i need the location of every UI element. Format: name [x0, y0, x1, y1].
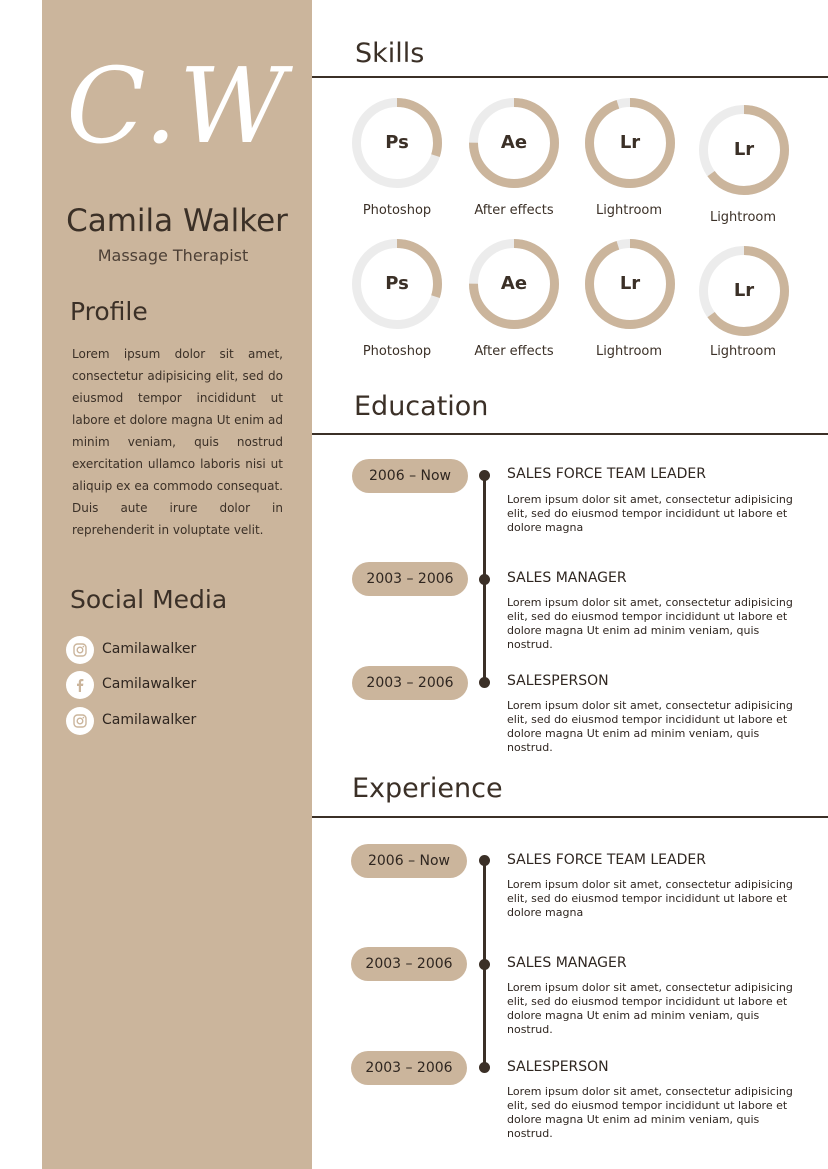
- skill-abbr: Lr: [733, 139, 755, 160]
- entry-description: Lorem ipsum dolor sit amet, consectetur adipisicing elit, sed do eiusmod tempor incididunt ut labore et dolore magna Ut enim ad minim veniam, quis nostrud.: [507, 981, 793, 1036]
- timeline-dot: [479, 1062, 490, 1073]
- skill-label: After effects: [474, 344, 554, 359]
- entry-title: SALES FORCE TEAM LEADER: [507, 466, 706, 482]
- social-item-facebook[interactable]: [66, 671, 296, 699]
- entry-title: SALES MANAGER: [507, 570, 627, 586]
- skill-label: Lightroom: [709, 210, 777, 225]
- skill-ring: [698, 245, 790, 337]
- skill-ring: [351, 238, 443, 330]
- social-item-instagram[interactable]: [66, 707, 296, 735]
- skill-ring: [468, 97, 560, 189]
- skill-abbr: Lr: [733, 280, 755, 301]
- skill-ring: [584, 238, 676, 330]
- entry-description: Lorem ipsum dolor sit amet, consectetur adipisicing elit, sed do eiusmod tempor incididunt ut labore et dolore magna: [507, 878, 793, 919]
- entry-title: SALES MANAGER: [507, 955, 627, 971]
- skill-abbr: Lr: [619, 132, 641, 153]
- timeline-dot: [479, 574, 490, 585]
- entry-title: SALESPERSON: [507, 673, 609, 689]
- skill-ring: [351, 97, 443, 189]
- date-pill: 2006 – Now: [351, 844, 467, 878]
- job-title: Massage Therapist: [97, 246, 249, 265]
- entry-description: Lorem ipsum dolor sit amet, consectetur adipisicing elit, sed do eiusmod tempor incididunt ut labore et dolore magna Ut enim ad minim veniam, quis nostrud.: [507, 699, 793, 754]
- skill-abbr: Ae: [500, 132, 528, 153]
- timeline-dot: [479, 677, 490, 688]
- section-divider: [312, 76, 828, 78]
- entry-description: Lorem ipsum dolor sit amet, consectetur adipisicing elit, sed do eiusmod tempor incididunt ut labore et dolore magna Ut enim ad minim veniam, quis nostrud.: [507, 596, 793, 651]
- monogram: C.W: [66, 45, 288, 167]
- timeline-dot: [479, 855, 490, 866]
- sidebar: [42, 0, 312, 1169]
- skills-heading: Skills: [355, 38, 425, 69]
- skill-abbr: Ae: [500, 273, 528, 294]
- timeline-dot: [479, 470, 490, 481]
- profile-heading: Profile: [70, 297, 148, 326]
- education-heading: Education: [354, 391, 489, 422]
- skill-label: Photoshop: [362, 344, 432, 359]
- entry-title: SALES FORCE TEAM LEADER: [507, 852, 706, 868]
- date-pill: 2003 – 2006: [352, 666, 468, 700]
- profile-text: Lorem ipsum dolor sit amet, consectetur adipisicing elit, sed do eiusmod tempor incididunt ut labore et dolore magna Ut enim ad minim veniam, quis nostrud exercitation ullamco laboris nisi ut aliquip ex ea commodo consequat. Duis aute irure dolor in reprehenderit in voluptate velit.: [72, 347, 283, 537]
- instagram-icon: [66, 636, 94, 664]
- social-item-instagram[interactable]: [66, 636, 296, 664]
- social-label: Camilawalker: [102, 712, 197, 728]
- skill-abbr: Ps: [385, 273, 409, 294]
- skill-abbr: Lr: [619, 273, 641, 294]
- skill-ring: [468, 238, 560, 330]
- skill-ring: [698, 104, 790, 196]
- instagram-icon: [66, 707, 94, 735]
- person-name: Camila Walker: [66, 203, 288, 239]
- skill-label: Lightroom: [709, 344, 777, 359]
- social-label: Camilawalker: [102, 641, 197, 657]
- skill-label: After effects: [474, 203, 554, 218]
- skill-abbr: Ps: [385, 132, 409, 153]
- date-pill: 2003 – 2006: [351, 1051, 467, 1085]
- skill-label: Lightroom: [595, 344, 663, 359]
- section-divider: [312, 433, 828, 435]
- facebook-icon: [66, 671, 94, 699]
- section-divider: [312, 816, 828, 818]
- date-pill: 2006 – Now: [352, 459, 468, 493]
- skill-ring: [584, 97, 676, 189]
- entry-description: Lorem ipsum dolor sit amet, consectetur adipisicing elit, sed do eiusmod tempor incididunt ut labore et dolore magna Ut enim ad minim veniam, quis nostrud.: [507, 1085, 793, 1140]
- date-pill: 2003 – 2006: [352, 562, 468, 596]
- skill-label: Photoshop: [362, 203, 432, 218]
- entry-description: Lorem ipsum dolor sit amet, consectetur adipisicing elit, sed do eiusmod tempor incididunt ut labore et dolore magna: [507, 493, 793, 534]
- timeline-dot: [479, 959, 490, 970]
- entry-title: SALESPERSON: [507, 1059, 609, 1075]
- skill-label: Lightroom: [595, 203, 663, 218]
- experience-heading: Experience: [352, 773, 503, 804]
- date-pill: 2003 – 2006: [351, 947, 467, 981]
- social-media-heading: Social Media: [70, 585, 228, 614]
- social-label: Camilawalker: [102, 676, 197, 692]
